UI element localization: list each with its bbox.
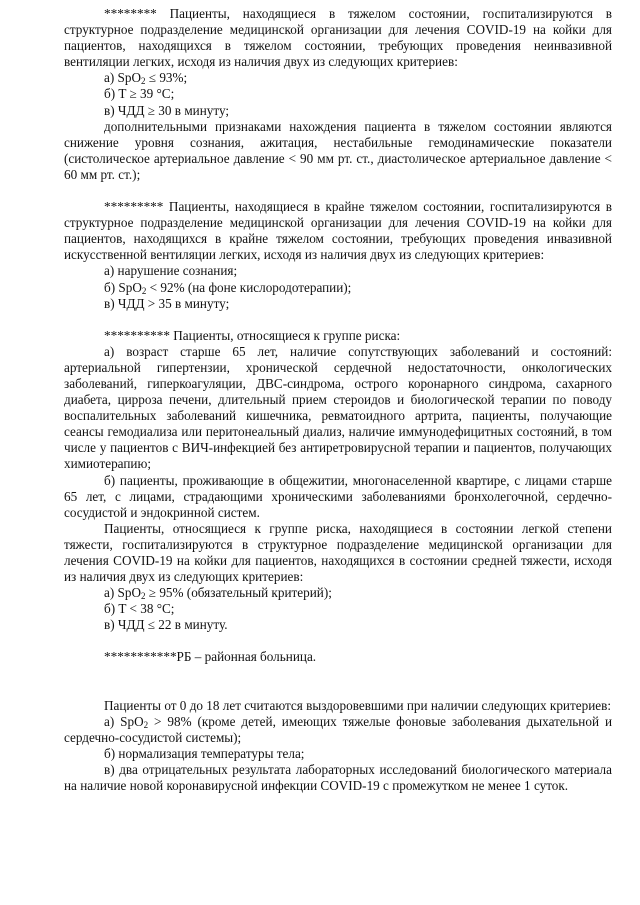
section-critical [64, 199, 612, 312]
section-recovery-children [64, 698, 612, 795]
criterion-respiratory-rate: в) ЧДД ≤ 22 в минуту. [104, 617, 228, 633]
recovery-intro: Пациенты от 0 до 18 лет считаются выздоровевшими при наличии следующих критериев: [104, 697, 611, 713]
footnote-rb: ***********РБ – районная больница. [104, 649, 317, 665]
criterion-temperature: б) T ≥ 39 °C; [104, 86, 175, 102]
criterion-spo2: б) SpO$_2$ < 92% (на фоне кислородотерапии); [104, 279, 352, 296]
criterion-respiratory-rate: в) ЧДД > 35 в минуту; [104, 295, 230, 311]
section-severe-additional: дополнительными признаками нахождения пациента в тяжелом состоянии являются снижение уровня сознания, ажитация, нестабильные гемодинамические показатели (систолическое артериальное давление < 90 мм рт. ст., диастолическое артериальное давление < 60 мм рт. ст.); [64, 118, 612, 182]
section-severe-intro: ******** Пациенты, находящиеся в тяжелом состоянии, госпитализируются в структурное подразделение медицинской организации для лечения COVID-19 на койки для пациентов, находящихся в тяжелом состоянии, требующих проведения неинвазивной вентиляции легких, исходя из наличия двух из следующих критериев: [64, 6, 612, 70]
section-severe [64, 6, 612, 183]
criterion-spo2: а) SpO$_2$ ≥ 95% (обязательный критерий); [104, 585, 332, 602]
risk-group-hospitalization: Пациенты, относящиеся к группе риска, находящиеся в состоянии легкой степени тяжести, госпитализируются в структурное подразделение медицинской организации для лечения COVID-19 на койки для пациентов, находящихся в состоянии средней тяжести, исходя из наличия двух из следующих критериев: [64, 520, 612, 585]
recovery-criterion-temperature: б) нормализация температуры тела; [104, 745, 305, 761]
recovery-criterion-tests: в) два отрицательных результата лабораторных исследований биологического материала на наличие новой коронавирусной инфекции COVID-19 с промежутком не менее 1 суток. [64, 761, 612, 794]
document-page [64, 6, 612, 794]
risk-group-paragraph-a: а) возраст старше 65 лет, наличие сопутствующих заболеваний и состояний: артериальной гипертензии, хронической сердечной недостаточности, онкологических заболеваний, гиперкоагуляции, ДВС-синдрома, острого коронарного синдрома, сахарного диабета, цирроза печени, длительный прием стероидов и биологической терапии по поводу воспалительных заболеваний кишечника, ревматоидного артрита, пациенты, получающие сеансы гемодиализа или перитонеальный диализ, наличие иммунодефицитных состояний, в том числе у пациентов с ВИЧ-инфекцией без антиретровирусной терапии и пациентов, получающих химиотерапию; [64, 343, 612, 472]
risk-group-paragraph-b: б) пациенты, проживающие в общежитии, многонаселенной квартире, с лицами старше 65 лет, с лицами, страдающими хроническими заболеваниями бронхолегочной, сердечно-сосудистой и эндокринной систем. [64, 472, 612, 520]
section-critical-intro: ********* Пациенты, находящиеся в крайне тяжелом состоянии, госпитализируются в структурное подразделение медицинской организации для лечения COVID-19 на койки для пациентов, находящихся в крайне тяжелом состоянии, требующих проведения инвазивной искусственной вентиляции легких, исходя из наличия двух из следующих критериев: [64, 199, 612, 263]
section-footnote-rb [64, 649, 612, 665]
criterion-respiratory-rate: в) ЧДД ≥ 30 в минуту; [104, 102, 230, 118]
section-risk-group [64, 328, 612, 634]
criterion-temperature: б) T < 38 °C; [104, 601, 175, 617]
criterion-consciousness: а) нарушение сознания; [104, 263, 238, 279]
recovery-criterion-spo2: а) SpO$_2$ > 98% (кроме детей, имеющих тяжелые фоновые заболевания дыхательной и сердечно-сосудистой системы); [64, 713, 612, 745]
criterion-spo2: а) SpO$_2$ ≤ 93%; [104, 70, 188, 87]
section-risk-group-intro: ********** Пациенты, относящиеся к группе риска: [104, 327, 401, 343]
